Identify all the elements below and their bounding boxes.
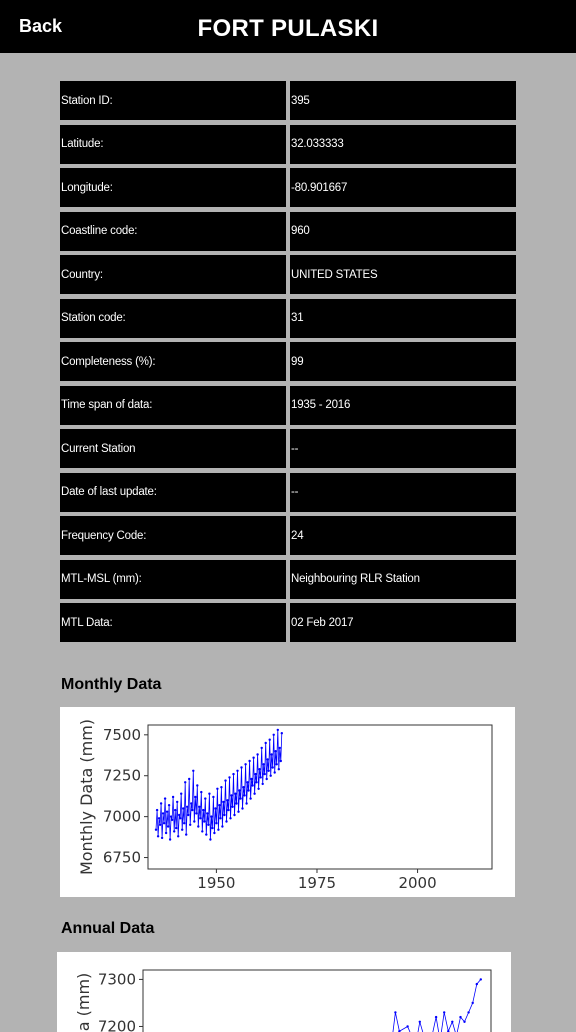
data-point bbox=[279, 747, 281, 749]
data-point bbox=[169, 838, 171, 840]
data-point bbox=[256, 753, 258, 755]
data-point bbox=[174, 809, 176, 811]
data-point bbox=[244, 763, 246, 765]
data-point bbox=[219, 817, 221, 819]
data-point bbox=[184, 781, 186, 783]
data-point bbox=[228, 776, 230, 778]
info-value: UNITED STATES bbox=[290, 255, 516, 294]
info-row-last-update bbox=[60, 473, 516, 512]
data-point bbox=[221, 825, 223, 827]
data-point bbox=[251, 784, 253, 786]
data-point bbox=[245, 802, 247, 804]
monthly-data-chart bbox=[60, 707, 515, 897]
data-point bbox=[233, 814, 235, 816]
data-point bbox=[226, 799, 228, 801]
info-key: Country: bbox=[60, 255, 286, 294]
info-key: MTL-MSL (mm): bbox=[60, 560, 286, 599]
info-key: Time span of data: bbox=[60, 386, 286, 425]
data-point bbox=[459, 1016, 461, 1018]
data-point bbox=[207, 824, 209, 826]
data-point bbox=[211, 827, 213, 829]
info-row-time-span bbox=[60, 386, 516, 425]
data-point bbox=[238, 789, 240, 791]
data-point bbox=[194, 796, 196, 798]
data-point bbox=[196, 784, 198, 786]
data-point bbox=[237, 811, 239, 813]
info-row-frequency-code bbox=[60, 516, 516, 555]
data-point bbox=[253, 793, 255, 795]
data-point bbox=[271, 753, 273, 755]
data-point bbox=[188, 778, 190, 780]
info-row-coastline-code bbox=[60, 212, 516, 251]
data-point bbox=[158, 817, 160, 819]
data-point bbox=[216, 788, 218, 790]
data-point bbox=[186, 806, 188, 808]
info-value: 32.033333 bbox=[290, 125, 516, 164]
info-key: Current Station bbox=[60, 429, 286, 468]
info-key: Station code: bbox=[60, 299, 286, 338]
station-info-table bbox=[60, 81, 516, 647]
data-point bbox=[231, 806, 233, 808]
data-point bbox=[179, 817, 181, 819]
info-key: Station ID: bbox=[60, 81, 286, 120]
data-point bbox=[175, 827, 177, 829]
data-point bbox=[242, 786, 244, 788]
data-point bbox=[252, 757, 254, 759]
annual-data-chart bbox=[57, 952, 511, 1032]
data-point bbox=[181, 829, 183, 831]
data-point bbox=[467, 1011, 469, 1013]
data-point bbox=[165, 832, 167, 834]
monthly-data-title: Monthly Data bbox=[61, 676, 162, 693]
data-point bbox=[161, 837, 163, 839]
info-row-completeness bbox=[60, 342, 516, 381]
data-point bbox=[192, 770, 194, 772]
y-axis-label: a (mm) bbox=[74, 972, 93, 1032]
info-value: 395 bbox=[290, 81, 516, 120]
info-key: Date of last update: bbox=[60, 473, 286, 512]
data-point bbox=[209, 838, 211, 840]
data-point bbox=[163, 822, 165, 824]
data-point bbox=[218, 804, 220, 806]
data-point bbox=[159, 824, 161, 826]
data-point bbox=[170, 815, 172, 817]
nav-bar bbox=[0, 0, 576, 53]
y-tick-label: 7300 bbox=[97, 970, 136, 989]
y-tick-label: 7000 bbox=[102, 807, 141, 826]
data-point bbox=[280, 760, 282, 762]
data-point bbox=[162, 812, 164, 814]
data-point bbox=[274, 771, 276, 773]
y-axis-label: Monthly Data (mm) bbox=[77, 718, 96, 876]
data-point bbox=[156, 809, 158, 811]
data-point bbox=[463, 1021, 465, 1023]
info-value: 99 bbox=[290, 342, 516, 381]
data-point bbox=[262, 783, 264, 785]
data-point bbox=[443, 1011, 445, 1013]
x-tick-label: 1975 bbox=[297, 874, 337, 892]
y-tick-label: 6750 bbox=[102, 848, 141, 867]
x-tick-label: 1950 bbox=[197, 874, 236, 892]
data-point bbox=[230, 794, 232, 796]
data-point bbox=[185, 833, 187, 835]
page-title: FORT PULASKI bbox=[197, 15, 379, 42]
data-point bbox=[246, 781, 248, 783]
data-point bbox=[278, 768, 280, 770]
data-point bbox=[167, 825, 169, 827]
data-point bbox=[270, 775, 272, 777]
data-point bbox=[182, 807, 184, 809]
info-row-station-id bbox=[60, 81, 516, 120]
data-point bbox=[239, 797, 241, 799]
data-point bbox=[240, 766, 242, 768]
data-point bbox=[215, 822, 217, 824]
data-point bbox=[277, 729, 279, 731]
info-key: Coastline code: bbox=[60, 212, 286, 251]
data-point bbox=[480, 978, 482, 980]
data-point bbox=[178, 814, 180, 816]
info-key: Frequency Code: bbox=[60, 516, 286, 555]
info-row-country bbox=[60, 255, 516, 294]
info-row-mtl-data bbox=[60, 603, 516, 642]
info-value: -- bbox=[290, 429, 516, 468]
info-value: 24 bbox=[290, 516, 516, 555]
info-row-longitude bbox=[60, 168, 516, 207]
data-point bbox=[268, 770, 270, 772]
data-point bbox=[225, 820, 227, 822]
info-value: -80.901667 bbox=[290, 168, 516, 207]
info-value: 960 bbox=[290, 212, 516, 251]
data-point bbox=[394, 1011, 396, 1013]
info-row-latitude bbox=[60, 125, 516, 164]
data-point bbox=[276, 763, 278, 765]
data-point bbox=[164, 797, 166, 799]
data-point bbox=[261, 747, 263, 749]
data-point bbox=[214, 807, 216, 809]
data-point bbox=[229, 817, 231, 819]
data-point bbox=[248, 760, 250, 762]
data-point bbox=[236, 770, 238, 772]
data-point bbox=[166, 811, 168, 813]
data-point bbox=[451, 1021, 453, 1023]
data-point bbox=[267, 758, 269, 760]
data-point bbox=[189, 824, 191, 826]
data-point bbox=[243, 794, 245, 796]
data-point bbox=[435, 1016, 437, 1018]
info-value: Neighbouring RLR Station bbox=[290, 560, 516, 599]
data-point bbox=[223, 814, 225, 816]
data-point bbox=[173, 830, 175, 832]
back-button[interactable]: Back bbox=[19, 16, 63, 36]
data-point bbox=[212, 796, 214, 798]
info-key: Longitude: bbox=[60, 168, 286, 207]
data-point bbox=[157, 835, 159, 837]
data-point bbox=[263, 763, 265, 765]
info-row-station-code bbox=[60, 299, 516, 338]
data-point bbox=[265, 742, 267, 744]
info-value: 31 bbox=[290, 299, 516, 338]
data-point bbox=[206, 812, 208, 814]
plot-frame bbox=[148, 725, 492, 869]
data-point bbox=[171, 819, 173, 821]
data-point bbox=[235, 802, 237, 804]
data-point bbox=[183, 822, 185, 824]
data-point bbox=[247, 789, 249, 791]
data-point bbox=[224, 779, 226, 781]
info-row-mtl-msl bbox=[60, 560, 516, 599]
data-point bbox=[204, 797, 206, 799]
data-point bbox=[160, 802, 162, 804]
data-point bbox=[472, 1002, 474, 1004]
data-point bbox=[264, 773, 266, 775]
data-point bbox=[155, 829, 157, 831]
data-point bbox=[195, 812, 197, 814]
annual-chart-card bbox=[57, 952, 511, 1032]
info-key: MTL Data: bbox=[60, 603, 286, 642]
data-point bbox=[222, 801, 224, 803]
y-tick-label: 7500 bbox=[102, 725, 141, 744]
data-point bbox=[266, 778, 268, 780]
y-tick-label: 7200 bbox=[97, 1017, 136, 1032]
data-point bbox=[217, 829, 219, 831]
data-point bbox=[232, 773, 234, 775]
plot-frame bbox=[143, 970, 491, 1032]
y-tick-label: 7250 bbox=[102, 766, 141, 785]
info-value: -- bbox=[290, 473, 516, 512]
data-point bbox=[191, 809, 193, 811]
data-point bbox=[201, 830, 203, 832]
data-point bbox=[220, 786, 222, 788]
data-point bbox=[199, 817, 201, 819]
data-point bbox=[202, 809, 204, 811]
data-point bbox=[250, 778, 252, 780]
data-point bbox=[193, 820, 195, 822]
monthly-chart-card bbox=[60, 707, 515, 897]
data-point bbox=[168, 804, 170, 806]
data-point bbox=[406, 1025, 408, 1027]
data-point bbox=[176, 801, 178, 803]
data-point bbox=[180, 793, 182, 795]
data-point bbox=[213, 832, 215, 834]
data-point bbox=[205, 833, 207, 835]
data-point bbox=[210, 815, 212, 817]
data-point bbox=[255, 781, 257, 783]
data-point bbox=[187, 814, 189, 816]
data-point bbox=[419, 1021, 421, 1023]
info-value: 1935 - 2016 bbox=[290, 386, 516, 425]
data-point bbox=[198, 806, 200, 808]
data-point bbox=[208, 793, 210, 795]
x-tick-label: 2000 bbox=[398, 874, 437, 892]
data-point bbox=[203, 820, 205, 822]
data-point bbox=[260, 776, 262, 778]
data-point bbox=[227, 809, 229, 811]
data-point bbox=[281, 732, 283, 734]
info-key: Latitude: bbox=[60, 125, 286, 164]
info-key: Completeness (%): bbox=[60, 342, 286, 381]
data-point bbox=[200, 791, 202, 793]
data-point bbox=[269, 739, 271, 741]
data-point bbox=[257, 788, 259, 790]
data-point bbox=[258, 768, 260, 770]
data-point bbox=[172, 796, 174, 798]
data-point bbox=[190, 802, 192, 804]
data-point bbox=[272, 766, 274, 768]
data-point bbox=[476, 983, 478, 985]
annual-data-title: Annual Data bbox=[61, 920, 155, 937]
info-row-current-station bbox=[60, 429, 516, 468]
data-point bbox=[177, 835, 179, 837]
data-point bbox=[241, 807, 243, 809]
data-point bbox=[273, 734, 275, 736]
data-point bbox=[197, 825, 199, 827]
data-point bbox=[249, 797, 251, 799]
data-point bbox=[275, 750, 277, 752]
data-point bbox=[234, 793, 236, 795]
info-value: 02 Feb 2017 bbox=[290, 603, 516, 642]
data-point bbox=[254, 773, 256, 775]
